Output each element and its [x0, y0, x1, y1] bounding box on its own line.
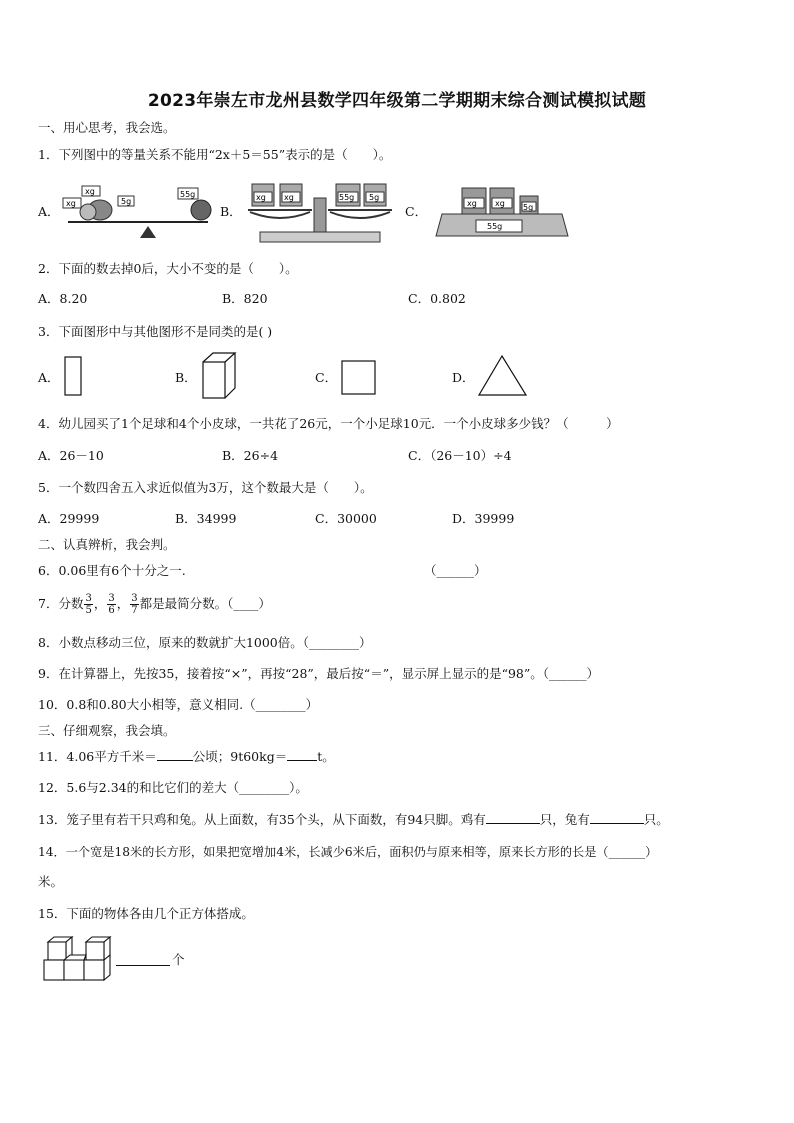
q13-part-3: 只。: [643, 812, 669, 827]
question-13-line: [38, 811, 669, 829]
page-title: 2023年崇左市龙州县数学四年级第二学期期末综合测试模拟试题: [147, 91, 647, 111]
q5-option-a: A．29999: [38, 511, 100, 526]
q6-answer-blank[interactable]: （______）: [424, 563, 487, 578]
question-14-line-2: 米。: [38, 874, 64, 889]
q11-part-3: t。: [317, 749, 335, 764]
question-6-text: 6．0.06里有6个十分之一.: [38, 563, 186, 578]
q3-option-b-label: B．: [175, 370, 197, 385]
q7-fraction-2: [107, 593, 115, 616]
q3-option-c-label: C．: [315, 370, 338, 385]
q2-option-a: A．8.20: [38, 291, 88, 306]
q3-square-shape: [341, 360, 377, 396]
section-heading-2: 二、认真辨析，我会判。: [38, 537, 176, 552]
q7-fraction-3: [130, 593, 138, 616]
q7-separator-2: ，: [116, 596, 130, 611]
q7-f2-denominator: 6: [108, 605, 115, 616]
q13-blank-rabbit[interactable]: [590, 811, 644, 824]
q1a-label-xg-1: xg: [66, 199, 76, 208]
q11-blank-1[interactable]: [157, 748, 193, 761]
question-8-text: 8．小数点移动三位，原来的数就扩大1000倍。（________）: [38, 635, 372, 650]
q1-scale-figure: [432, 180, 572, 242]
question-7-line: [38, 590, 271, 618]
q1-balance-figure: [240, 178, 400, 246]
q7-f3-denominator: 7: [131, 605, 138, 616]
q7-separator-1: ，: [93, 596, 107, 611]
q7-suffix: 都是最简分数。（____）: [139, 596, 271, 611]
question-15-text: 15．下面的物体各由几个正方体搭成。: [38, 906, 254, 921]
q1c-label-55g: 55g: [487, 222, 503, 231]
question-4-text: 4．幼儿园买了1个足球和4个小皮球，一共花了26元，一个小足球10元．一个小皮球多少钱？（ ）: [38, 416, 619, 431]
q3-triangle-shape: [478, 355, 528, 397]
q1-option-a-label: A．: [38, 204, 60, 219]
q13-part-1: 13．笼子里有若干只鸡和兔。从上面数，有35个头，从下面数，有94只脚。鸡有: [38, 812, 486, 827]
q1c-label-xg-1: xg: [467, 199, 477, 208]
question-10-text: 10．0.8和0.80大小相等，意义相同.（________）: [38, 697, 319, 712]
q1c-label-xg-2: xg: [495, 199, 505, 208]
q5-option-d: D．39999: [452, 511, 515, 526]
q15-unit: 个: [172, 952, 185, 967]
q5-option-b: B．34999: [175, 511, 237, 526]
q1b-label-xg-1: xg: [256, 193, 266, 202]
q5-option-c: C．30000: [315, 511, 377, 526]
q13-part-2: 只，兔有: [539, 812, 590, 827]
q3-cuboid-shape: [202, 352, 238, 400]
q11-part-2: 公顷；9t60kg＝: [192, 749, 288, 764]
q1a-label-5g: 5g: [121, 197, 132, 206]
question-3-text: 3．下面图形中与其他图形不是同类的是( ): [38, 324, 273, 339]
q2-option-c: C．0.802: [408, 291, 466, 306]
q11-blank-2[interactable]: [287, 748, 317, 761]
question-12-text: 12．5.6与2.34的和比它们的差大（________）。: [38, 780, 308, 795]
question-2-text: 2．下面的数去掉0后，大小不变的是（ ）。: [38, 261, 298, 276]
q15-cubes-figure: [42, 936, 112, 984]
q7-f2-numerator: 3: [108, 593, 115, 604]
q7-f1-numerator: 3: [85, 593, 92, 604]
q7-f1-denominator: 5: [85, 605, 92, 616]
section-heading-1: 一、用心思考，我会选。: [38, 120, 176, 135]
question-1-text: 1．下列图中的等量关系不能用“2x＋5＝55”表示的是（ ）。: [38, 147, 392, 162]
q1b-label-xg-2: xg: [284, 193, 294, 202]
q4-option-c: C．（26－10）÷4: [408, 448, 512, 463]
q7-fraction-1: [84, 593, 92, 616]
q3-option-a-label: A．: [38, 370, 60, 385]
q15-answer-blank[interactable]: [116, 953, 170, 966]
q11-part-1: 11．4.06平方千米＝: [38, 749, 157, 764]
q1b-label-5g: 5g: [369, 193, 380, 202]
q7-f3-numerator: 3: [131, 593, 138, 604]
q1a-label-xg-2: xg: [85, 187, 95, 196]
question-9-text: 9．在计算器上，先按35，接着按“×”，再按“28”，最后按“＝”，显示屏上显示的是“98”。（______）: [38, 666, 600, 681]
q1c-label-5g: 5g: [523, 203, 534, 212]
q7-prefix: 7．分数: [38, 596, 84, 611]
q1b-label-55g: 55g: [339, 193, 355, 202]
question-14-text: 14．一个宽是18米的长方形，如果把宽增加4米，长减少6米后，面积仍与原来相等，原来长方形的长是（______）: [38, 845, 658, 859]
q1-seesaw-figure: [58, 182, 218, 244]
q1a-label-55g: 55g: [180, 190, 196, 199]
question-5-text: 5．一个数四舍五入求近似值为3万，这个数最大是（ ）。: [38, 480, 373, 495]
q4-option-b: B．26÷4: [222, 448, 279, 463]
q4-option-a: A．26－10: [38, 448, 104, 463]
q13-blank-chicken[interactable]: [486, 811, 540, 824]
q2-option-b: B．820: [222, 291, 268, 306]
q1-option-b-label: B．: [220, 204, 242, 219]
q1-option-c-label: C．: [405, 204, 428, 219]
q3-option-d-label: D．: [452, 370, 475, 385]
question-11-line: [38, 748, 335, 766]
section-heading-3: 三、仔细观察，我会填。: [38, 723, 176, 738]
q3-rectangle-shape: [64, 356, 84, 396]
